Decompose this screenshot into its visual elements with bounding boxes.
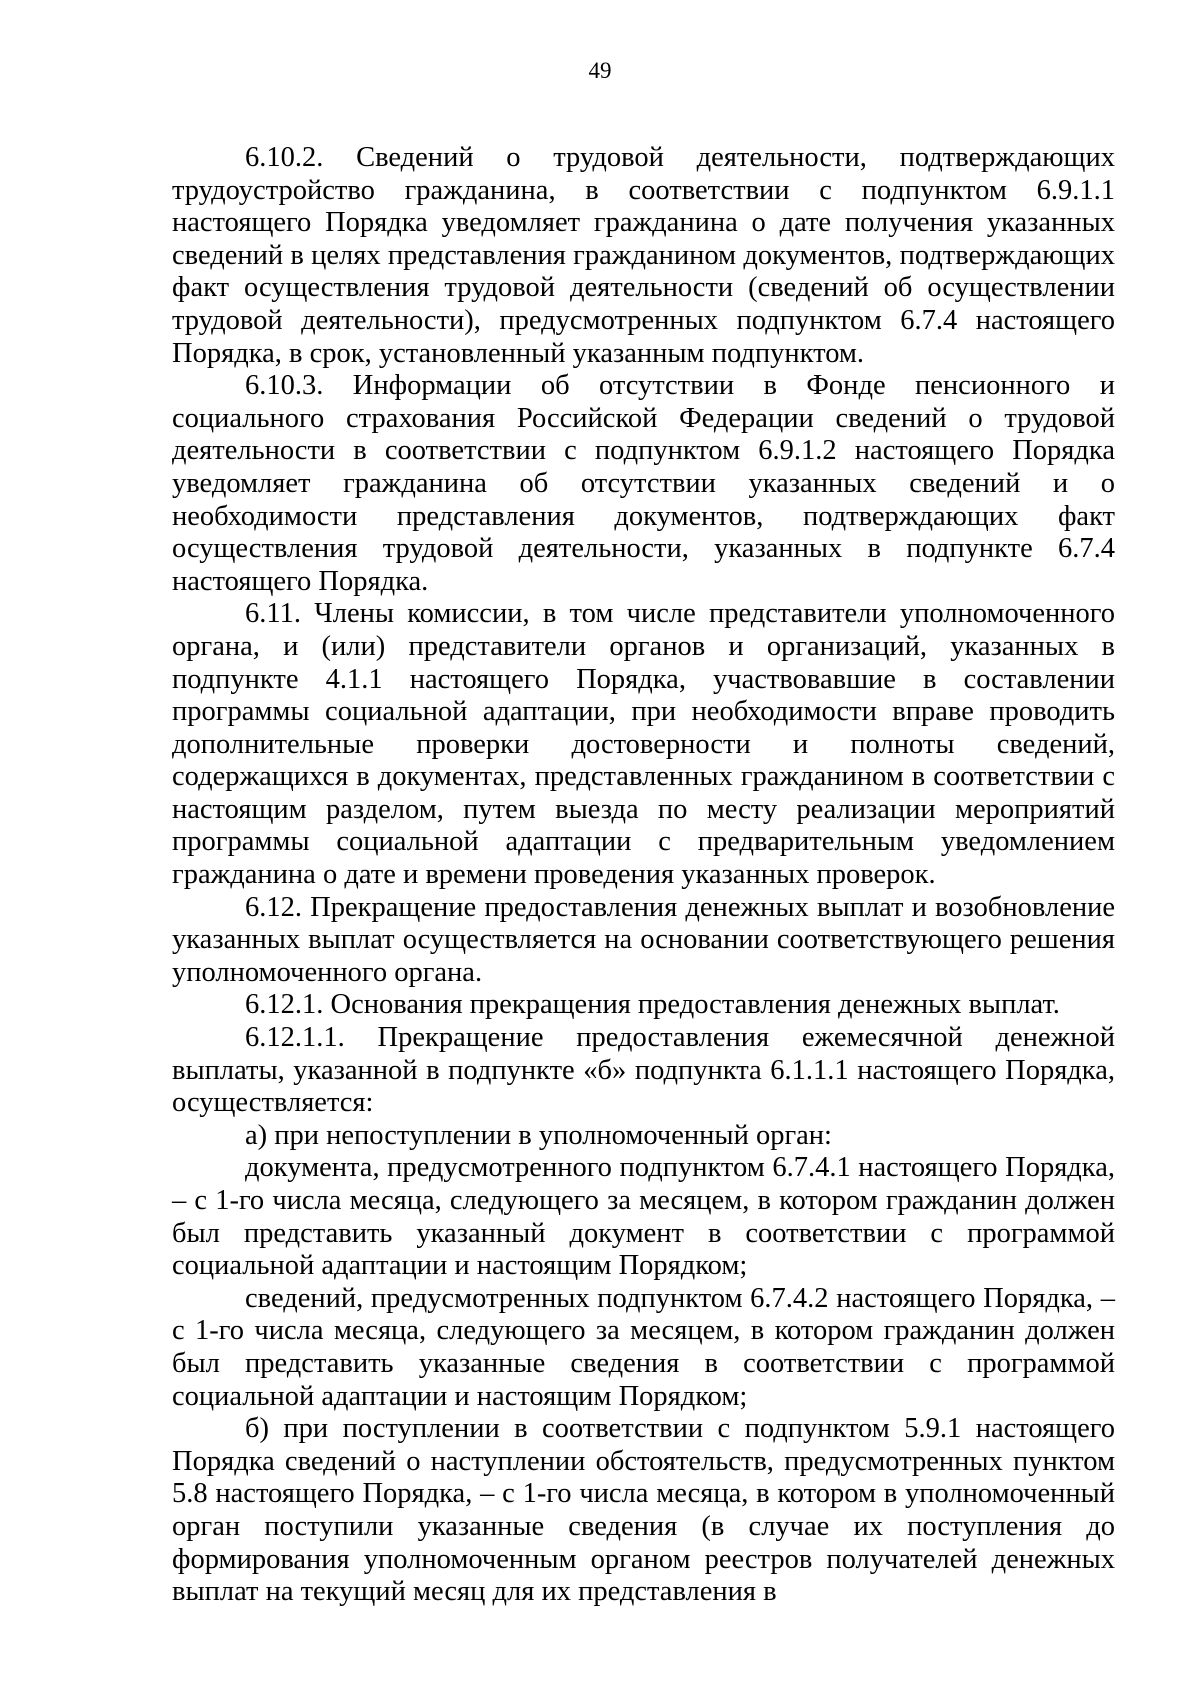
paragraph-6-12: 6.12. Прекращение предоставления денежных выплат и возобновление указанных выплат осуществляется на основании соответствующего решения уполномоченного органа. xyxy=(172,891,1115,988)
paragraph-6-10-3: 6.10.3. Информации об отсутствии в Фонде пенсионного и социального страхования Российской Федерации сведений о трудовой деятельности в соответствии с подпунктом 6.9.1.2 настоящего Порядка уведомляет гражданина об отсутствии указанных сведений и о необходимости представления документов, подтверждающих факт осуществления трудовой деятельности, указанных в подпункте 6.7.4 настоящего Порядка. xyxy=(172,370,1115,597)
paragraph-information-clause: сведений, предусмотренных подпунктом 6.7.4.2 настоящего Порядка, – с 1-го числа месяца, следующего за месяцем, в котором гражданин должен был представить указанные сведения в соответствии с программой социальной адаптации и настоящим Порядком; xyxy=(172,1282,1115,1412)
paragraph-6-12-1-1: 6.12.1.1. Прекращение предоставления ежемесячной денежной выплаты, указанной в подпункте «б» подпункта 6.1.1.1 настоящего Порядка, осуществляется: xyxy=(172,1022,1115,1119)
paragraph-item-a: а) при непоступлении в уполномоченный орган: xyxy=(245,1119,832,1151)
paragraph-item-b: б) при поступлении в соответствии с подпунктом 5.9.1 настоящего Порядка сведений о наступлении обстоятельств, предусмотренных пунктом 5.8 настоящего Порядка, – с 1-го числа месяца, в котором в уполномоченный орган поступили указанные сведения (в случае их поступления до формирования уполномоченным органом реестров получателей денежных выплат на текущий месяц для их представления в xyxy=(172,1413,1115,1608)
paragraph-document-clause: документа, предусмотренного подпунктом 6.7.4.1 настоящего Порядка, – с 1-го числа месяца, следующего за месяцем, в котором гражданин должен был представить указанный документ в соответствии с программой социальной адаптации и настоящим Порядком; xyxy=(172,1152,1115,1282)
page-number: 49 xyxy=(588,58,612,83)
paragraph-6-10-2: 6.10.2. Сведений о трудовой деятельности, подтверждающих трудоустройство гражданина, в соответствии с подпунктом 6.9.1.1 настоящего Порядка уведомляет гражданина о дате получения указанных сведений в целях представления гражданином документов, подтверждающих факт осуществления трудовой деятельности (сведений об осуществлении трудовой деятельности), предусмотренных подпунктом 6.7.4 настоящего Порядка, в срок, установленный указанным подпунктом. xyxy=(172,142,1115,369)
paragraph-6-11: 6.11. Члены комиссии, в том числе представители уполномоченного органа, и (или) представители органов и организаций, указанных в подпункте 4.1.1 настоящего Порядка, участвовавшие в составлении программы социальной адаптации, при необходимости вправе проводить дополнительные проверки достоверности и полноты сведений, содержащихся в документах, представленных гражданином в соответствии с настоящим разделом, путем выезда по месту реализации мероприятий программы социальной адаптации с предварительным уведомлением гражданина о дате и времени проведения указанных проверок. xyxy=(172,598,1115,891)
document-body xyxy=(172,142,1115,1609)
paragraph-6-12-1: 6.12.1. Основания прекращения предоставления денежных выплат. xyxy=(245,989,1060,1021)
